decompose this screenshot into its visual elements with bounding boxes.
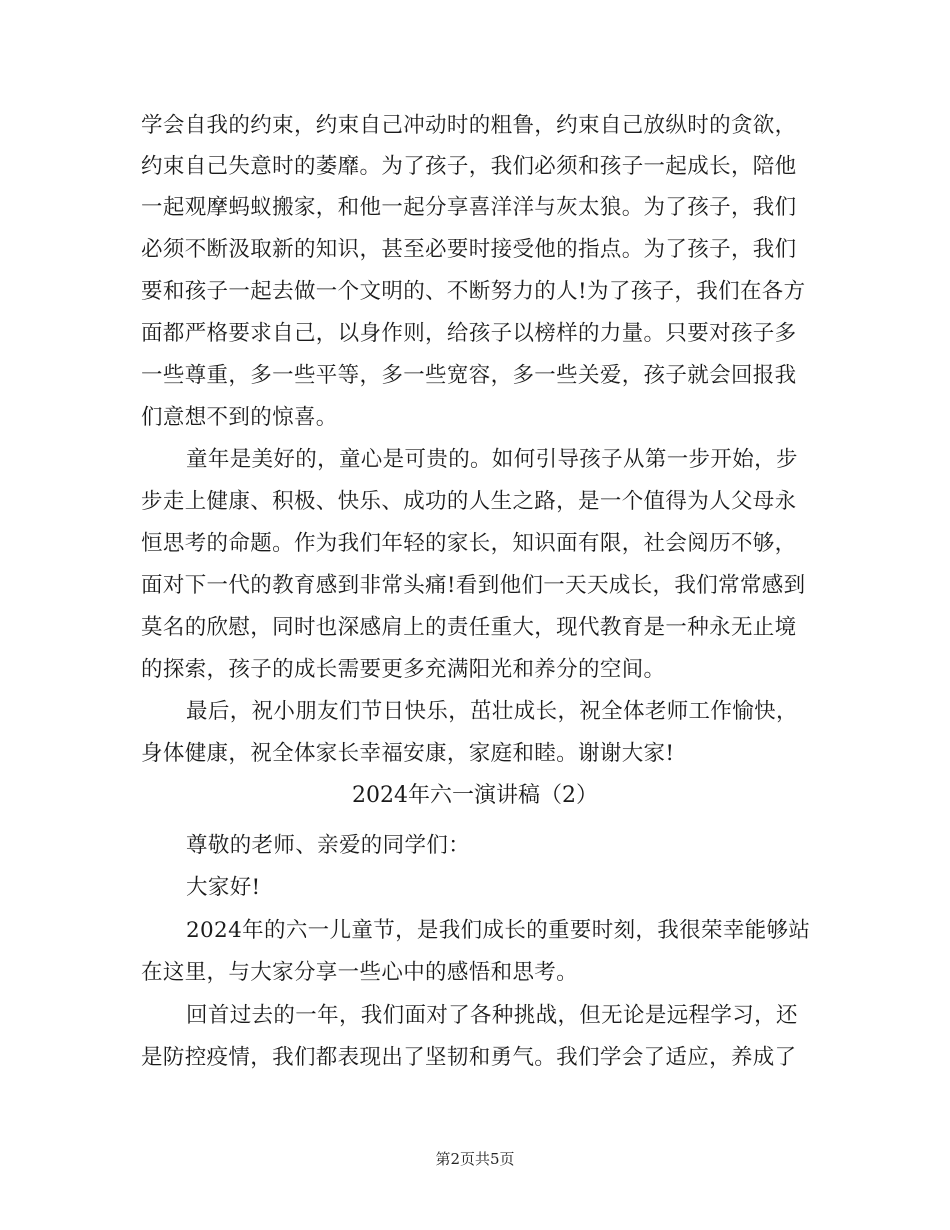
paragraph-line: 恒思考的命题。作为我们年轻的家长，知识面有限，社会阅历不够， xyxy=(141,531,797,556)
greeting: 尊敬的老师、亲爱的同学们： xyxy=(186,833,471,858)
paragraph-line: 回首过去的一年，我们面对了各种挑战，但无论是远程学习，还 xyxy=(186,1003,798,1028)
paragraph-line: 必须不断汲取新的知识，甚至必要时接受他的指点。为了孩子，我们 xyxy=(141,237,797,262)
paragraph-line: 一起观摩蚂蚁搬家，和他一起分享喜洋洋与灰太狼。为了孩子，我们 xyxy=(141,195,797,220)
paragraph-line: 约束自己失意时的萎靡。为了孩子，我们必须和孩子一起成长，陪他 xyxy=(141,154,797,179)
paragraph-line: 学会自我的约束，约束自己冲动时的粗鲁，约束自己放纵时的贪欲， xyxy=(141,113,797,138)
paragraph-line: 在这里，与大家分享一些心中的感悟和思考。 xyxy=(141,960,579,985)
paragraph-line: 身体健康，祝全体家长幸福安康，家庭和睦。谢谢大家! xyxy=(141,741,675,766)
paragraph-line: 一些尊重，多一些平等，多一些宽容，多一些关爱，孩子就会回报我 xyxy=(141,363,797,388)
paragraph-line: 2024年的六一儿童节，是我们成长的重要时刻，我很荣幸能够站 xyxy=(186,918,811,943)
paragraph-line: 的探索，孩子的成长需要更多充满阳光和养分的空间。 xyxy=(141,657,666,682)
paragraph-line: 们意想不到的惊喜。 xyxy=(141,405,338,430)
hello-line: 大家好! xyxy=(186,875,261,900)
paragraph-line: 面都严格要求自己，以身作则，给孩子以榜样的力量。只要对孩子多 xyxy=(141,321,797,346)
paragraph-line: 面对下一代的教育感到非常头痛!看到他们一天天成长，我们常常感到 xyxy=(141,573,806,598)
section-title: 2024年六一演讲稿（2） xyxy=(352,783,598,808)
paragraph-line: 步走上健康、积极、快乐、成功的人生之路，是一个值得为人父母永 xyxy=(141,489,797,514)
page-number: 第2页共5页 xyxy=(435,1150,515,1168)
paragraph-line: 童年是美好的，童心是可贵的。如何引导孩子从第一步开始，步 xyxy=(186,447,798,472)
paragraph-line: 要和孩子一起去做一个文明的、不断努力的人!为了孩子，我们在各方 xyxy=(141,279,806,304)
paragraph-line: 是防控疫情，我们都表现出了坚韧和勇气。我们学会了适应，养成了 xyxy=(141,1045,797,1070)
paragraph-line: 莫名的欣慰，同时也深感肩上的责任重大，现代教育是一种永无止境 xyxy=(141,615,797,640)
paragraph-line: 最后，祝小朋友们节日快乐，茁壮成长，祝全体老师工作愉快， xyxy=(186,699,798,724)
